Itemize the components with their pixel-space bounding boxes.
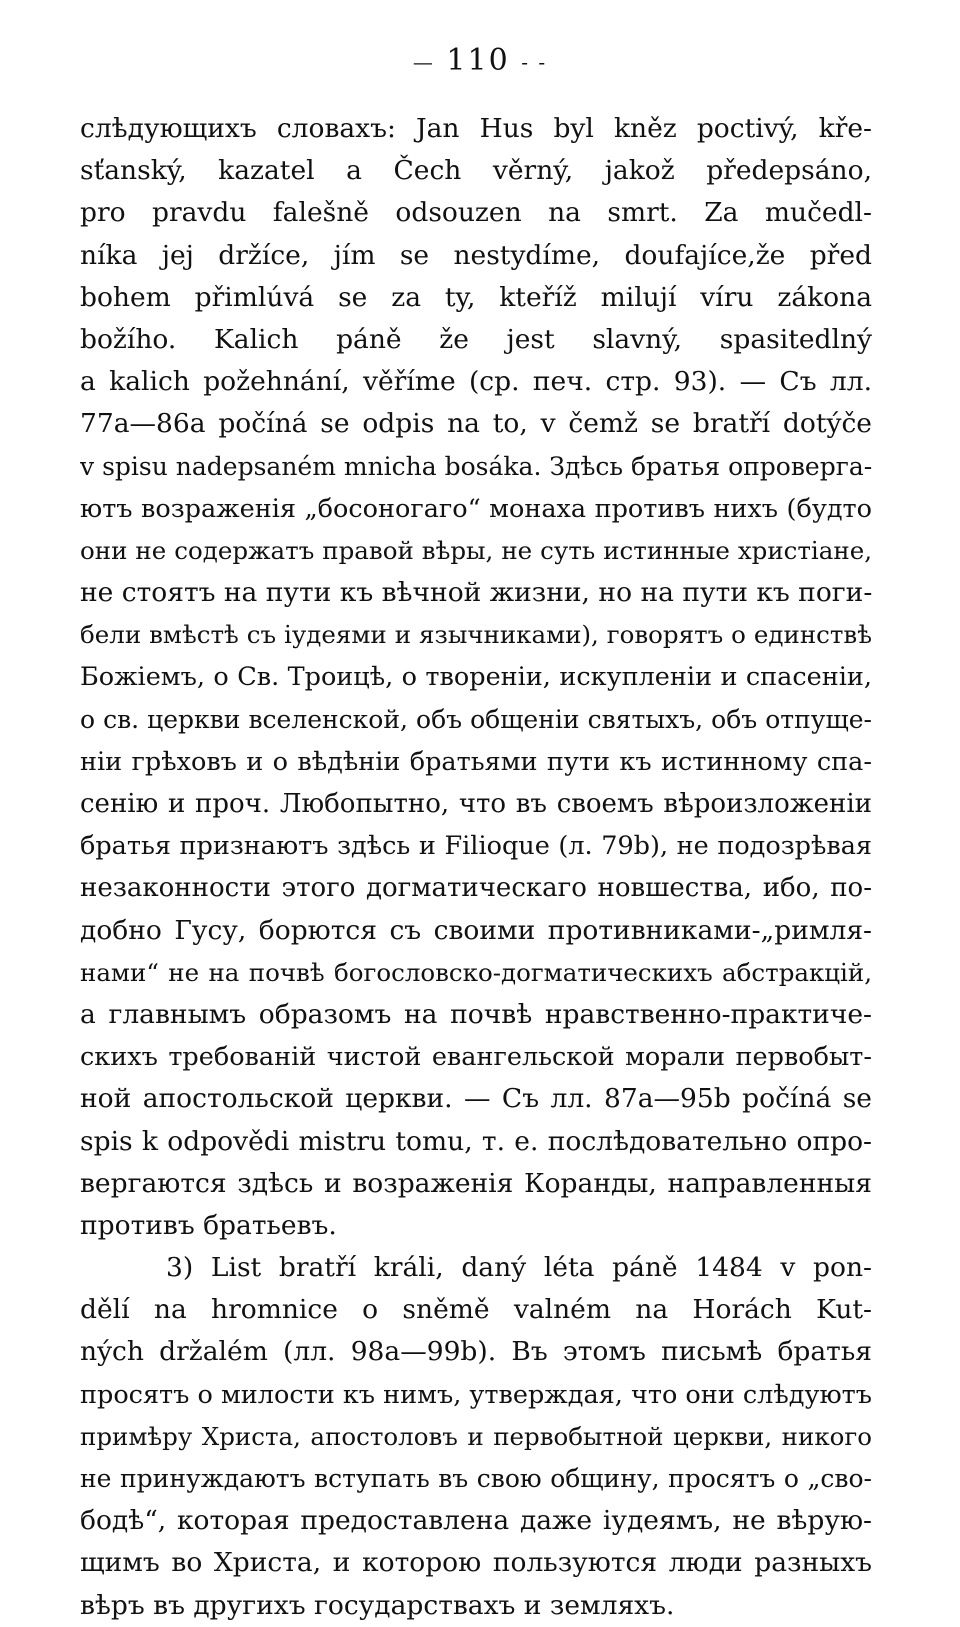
text-line: бодѣ“, которая предоставлена даже іудеямъ, не вѣрую- (80, 1505, 872, 1537)
text-line: 3) List bratří králi, daný léta páně 1484 v pon- (166, 1252, 872, 1284)
text-line: примѣру Христа, апостоловъ и первобытной церкви, никого (80, 1421, 872, 1451)
text-line: spis k odpovědi mistru tomu, т. е. послѣдовательно опро- (80, 1125, 872, 1157)
text-line: скихъ требованій чистой евангельской морали первобыт- (80, 1042, 872, 1073)
text-line: сенію и проч. Любопытно, что въ своемъ вѣроизложеніи (80, 789, 872, 819)
text-line: бели вмѣстѣ съ іудеями и язычниками), говорятъ о единствѣ (80, 620, 872, 650)
text-line: v spisu nadepsaném mnicha bosáka. Здѣсь братья опроверга- (80, 451, 872, 481)
text-line: níka jej držíce, jím se nestydíme, doufajíce,že před (80, 239, 872, 271)
text-line: a kalich požehnání, věříme (ср. печ. стр. 93). — Съ лл. (80, 366, 872, 398)
text-line: не стоятъ на пути къ вѣчной жизни, но на пути къ поги- (80, 577, 872, 609)
text-line: dělí na hromnice o sněmě valném na Horách Kut- (80, 1294, 872, 1326)
text-line: вѣръ въ другихъ государствахъ и земляхъ. (80, 1589, 675, 1621)
text-line: bohem přimlúvá se za ty, kteříž milují víru zákona (80, 281, 872, 313)
text-line: ných držalém (лл. 98a—99b). Въ этомъ письмѣ братья (80, 1336, 872, 1368)
text-line: нами“ не на почвѣ богословско-догматическихъ абстракцій, (80, 957, 872, 987)
text-line: незаконности этого догматическаго новшества, ибо, по- (80, 873, 872, 904)
text-line: щимъ во Христа, и которою пользуются люди разныхъ (80, 1547, 872, 1579)
text-line: 77a—86a počíná se odpis na to, v čemž se bratří dotýče (80, 408, 872, 440)
text-line: противъ братьевъ. (80, 1209, 337, 1241)
text-line: Божіемъ, о Св. Троицѣ, о твореніи, искупленіи и спасеніи, (80, 662, 872, 693)
page-number-suffix: - - (521, 50, 548, 74)
body-text (80, 108, 872, 1627)
text-line: братья признаютъ здѣсь и Filioque (л. 79b), не подозрѣвая (80, 831, 872, 862)
text-line: вергаются здѣсь и возраженія Коранды, направленныя (80, 1167, 872, 1199)
text-line: ной апостольской церкви. — Съ лл. 87a—95b počíná se (80, 1083, 872, 1115)
page-number-prefix: — (412, 50, 435, 74)
text-line: ютъ возраженія „босоногаго“ монаха противъ нихъ (будто (80, 493, 872, 524)
text-line: о св. церкви вселенской, объ общеніи святыхъ, объ отпуще- (80, 704, 872, 734)
text-line: не принуждаютъ вступать въ свою общину, просятъ о „сво- (80, 1464, 872, 1493)
text-line: božího. Kalich páně že jest slavný, spasitedlný (80, 323, 872, 355)
text-line: они не содержатъ правой вѣры, не суть истинные христіане, (80, 535, 872, 565)
page-number-value: 110 (446, 43, 510, 78)
text-line: ніи грѣховъ и о вѣдѣніи братьями пути къ истинному спа- (80, 746, 872, 777)
page-number (0, 44, 960, 79)
text-line: слѣдующихъ словахъ: Jan Hus byl kněz poctivý, kře- (80, 113, 872, 144)
text-line: просятъ о милости къ нимъ, утверждая, что они слѣдуютъ (80, 1379, 872, 1410)
text-line: а главнымъ образомъ на почвѣ нравственно-практиче- (80, 998, 872, 1030)
text-line: sťanský, kazatel a Čech věrný, jakož předepsáno, (80, 155, 872, 187)
text-line: pro pravdu falešně odsouzen na smrt. Za mučedl- (80, 197, 872, 229)
text-line: добно Гусу, борются съ своими противниками-„римля- (80, 914, 872, 946)
